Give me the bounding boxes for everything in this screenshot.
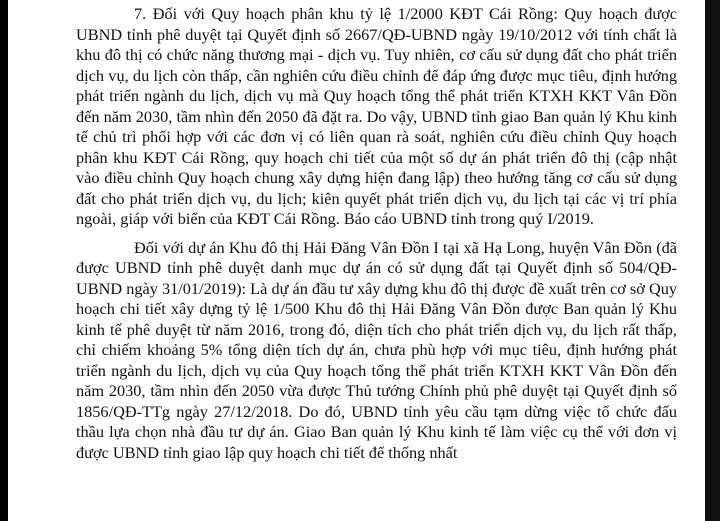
window-edge <box>705 0 720 521</box>
document-page <box>8 0 705 521</box>
paragraph-hai-dang-van-don: Đối với dự án Khu đô thị Hải Đăng Vân Đồn I tại xã Hạ Long, huyện Vân Đồn (đã được UBND tỉnh phê duyệt danh mục dự án có sử dụng đất tại Quyết định số 504/QĐ-UBND ngày 31/01/2019): Là dự án đầu tư xây dựng khu đô thị được đề xuất trên cơ sở Quy hoạch chi tiết xây dựng tỷ lệ 1/500 Khu đô thị Hải Đăng Vân Đồn được Ban quản lý Khu kinh tế phê duyệt từ năm 2016, trong đó, diện tích cho phát triển dịch vụ, du lịch rất thấp, chỉ chiếm khoảng 5% tổng diện tích dự án, chưa phù hợp với mục tiêu, định hướng phát triển ngành du lịch, dịch vụ của Quy hoạch tổng thể phát triển KTXH KKT Vân Đồn đến năm 2030, tầm nhìn đến 2050 vừa được Thủ tướng Chính phủ phê duyệt tại Quyết định số 1856/QĐ-TTg ngày 27/12/2018. Do đó, UBND tỉnh yêu cầu tạm dừng việc tổ chức đấu thầu lựa chọn nhà đầu tư dự án. Giao Ban quản lý Khu kinh tế làm việc cụ thể với đơn vị được UBND tỉnh giao lập quy hoạch chi tiết để thống nhất <box>76 237 677 462</box>
document-body <box>76 4 677 463</box>
paragraph-item-7-cai-rong: 7. Đối với Quy hoạch phân khu tỷ lệ 1/2000 KĐT Cái Rồng: Quy hoạch được UBND tỉnh phê duyệt tại Quyết định số 2667/QĐ-UBND ngày 19/10/2012 với tính chất là khu đô thị có chức năng thương mại - dịch vụ. Tuy nhiên, cơ cấu sử dụng đất cho phát triển dịch vụ, du lịch còn thấp, cần nghiên cứu điều chỉnh để đáp ứng được mục tiêu, định hướng phát triển ngành du lịch, dịch vụ mà Quy hoạch tổng thể phát triển KTXH KKT Vân Đồn đến năm 2030, tầm nhìn đến 2050 đã đặt ra. Do vậy, UBND tỉnh giao Ban quản lý Khu kinh tế chủ trì phối hợp với các đơn vị có liên quan rà soát, nghiên cứu điều chỉnh Quy hoạch phân khu KĐT Cái Rồng, quy hoạch chi tiết của một số dự án phát triển đô thị (cập nhật vào điều chỉnh Quy hoạch chung xây dựng hiện đang lập) theo hướng tăng cơ cấu sử dụng đất cho phát triển dịch vụ, du lịch; kiên quyết phát triển dịch vụ, du lịch tại các vị trí phía ngoài, giáp với biển của KĐT Cái Rồng. Báo cáo UBND tỉnh trong quý I/2019. <box>76 4 677 228</box>
